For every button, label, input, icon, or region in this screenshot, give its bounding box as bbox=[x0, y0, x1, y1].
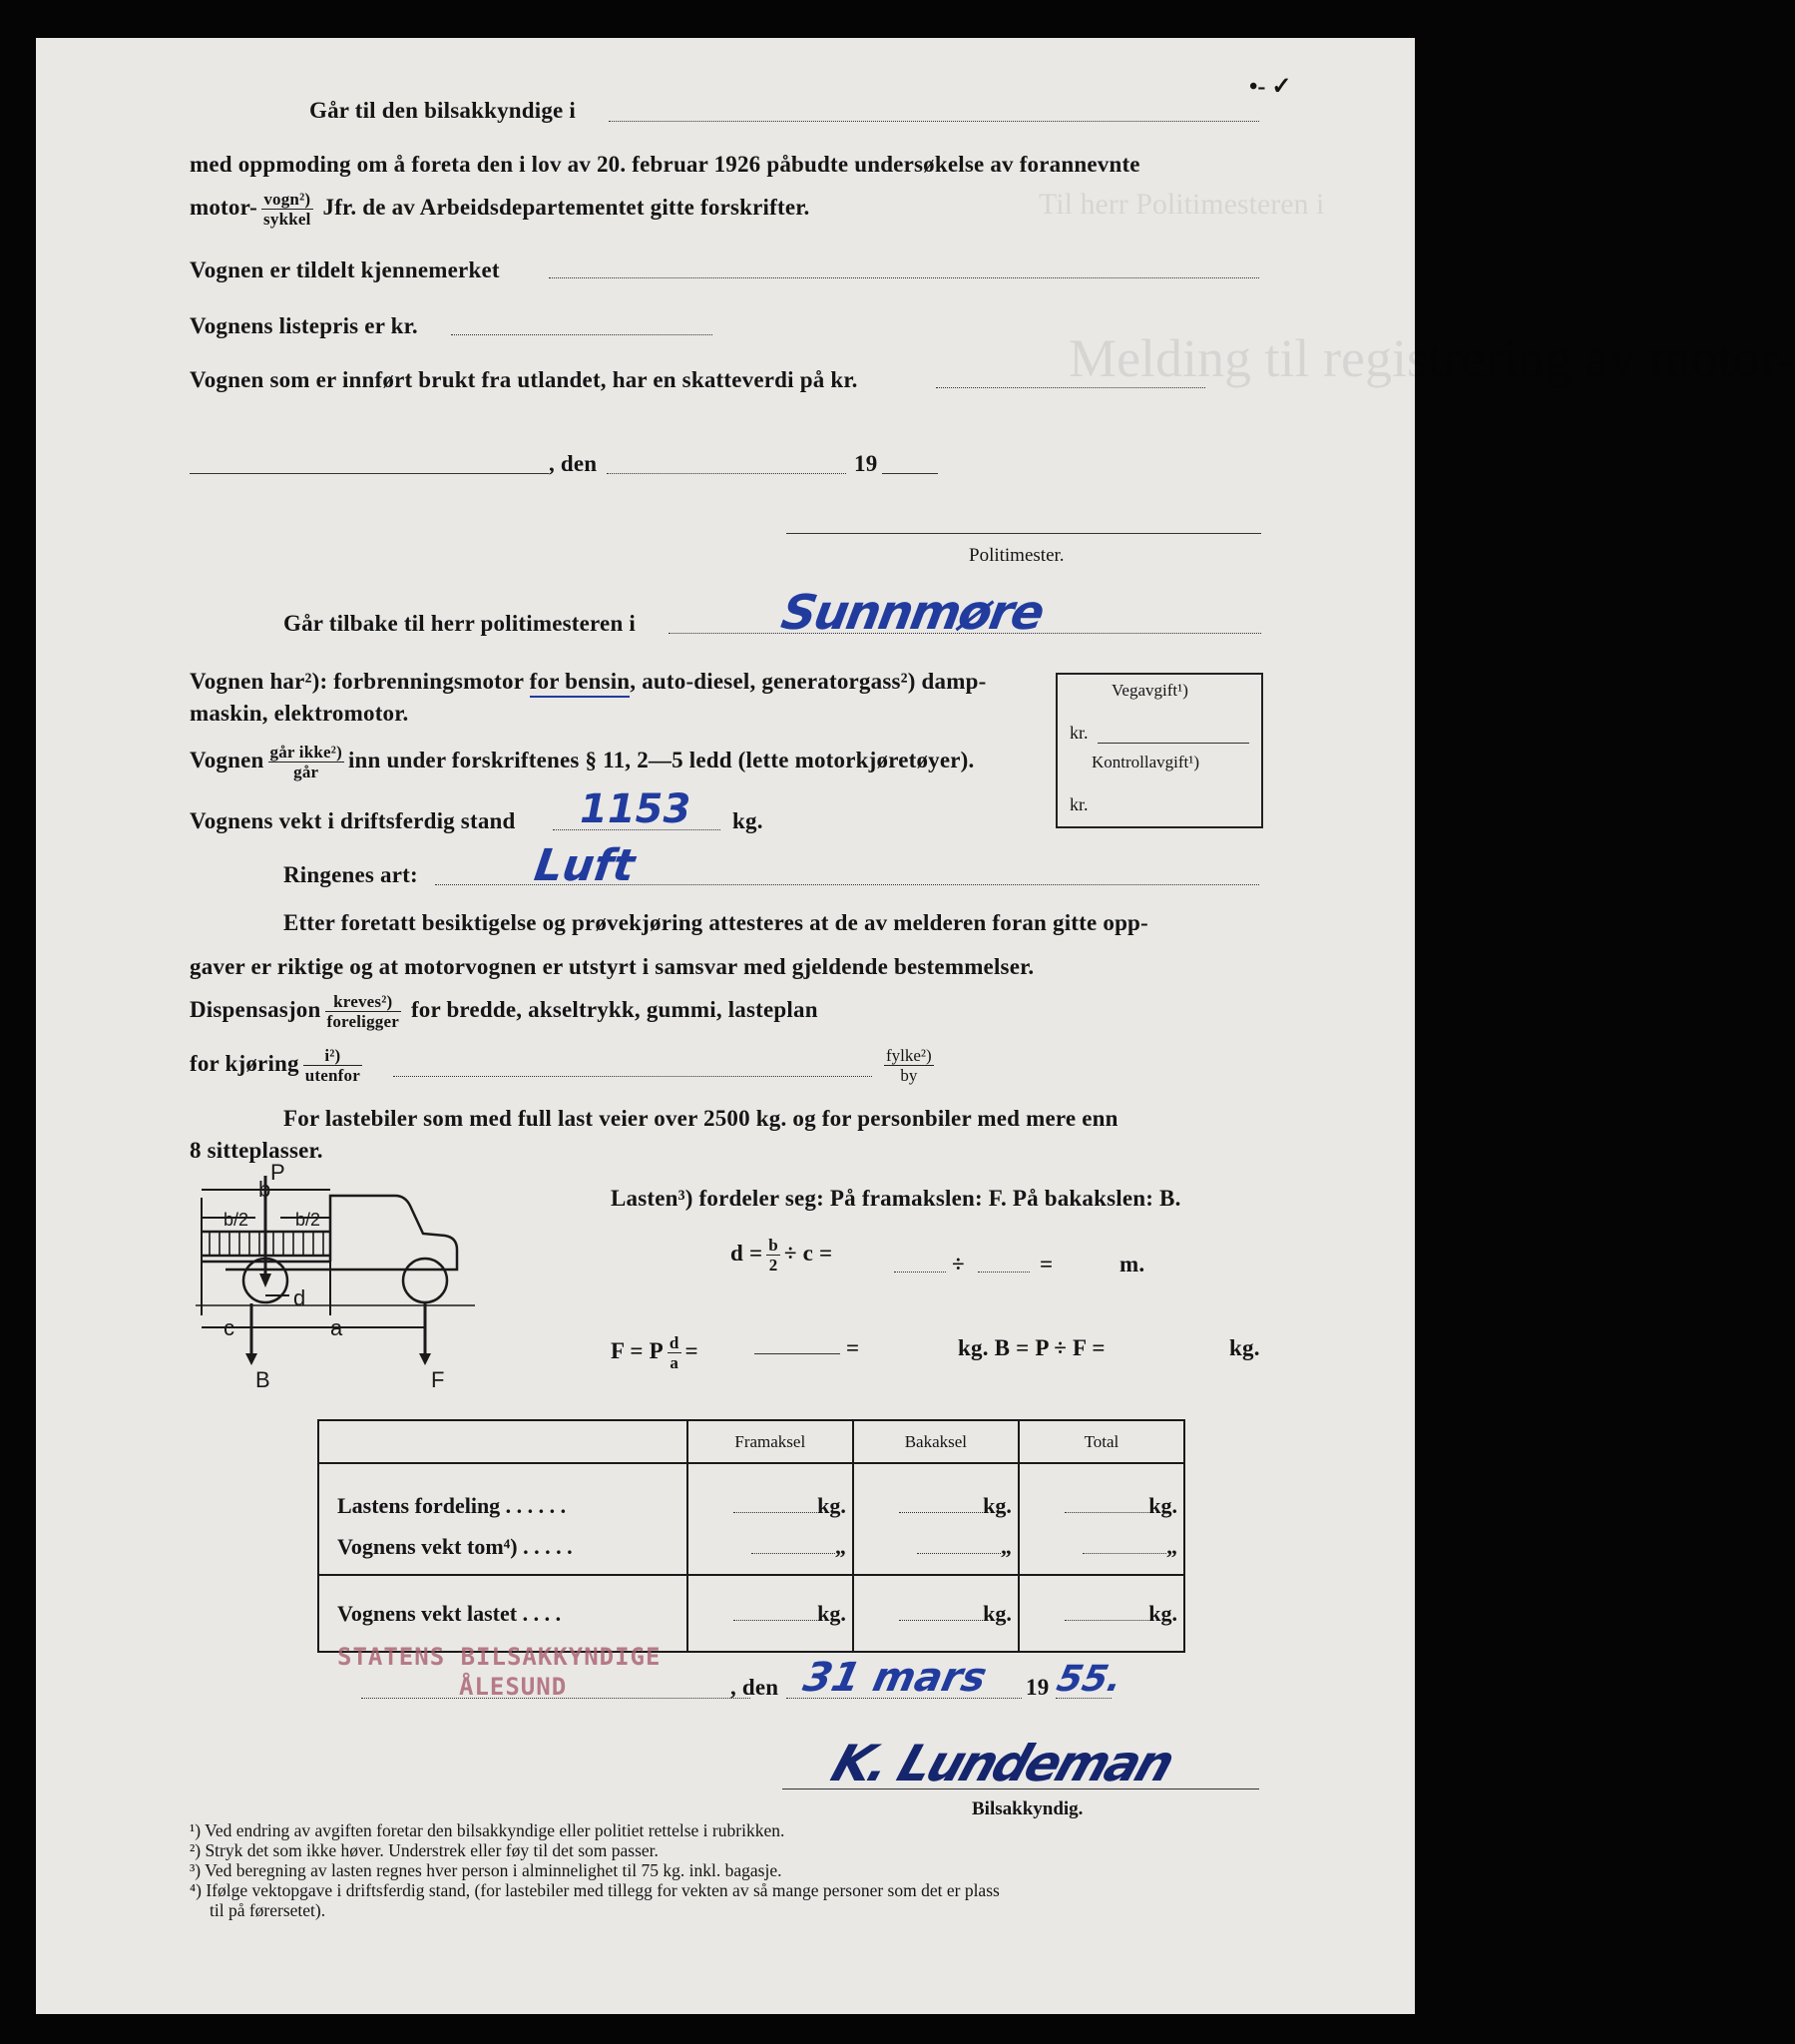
f-rest: = bbox=[684, 1337, 698, 1363]
year-label: 19 bbox=[854, 451, 878, 476]
f-eq: F = P bbox=[611, 1337, 664, 1363]
forskrift-line bbox=[190, 743, 974, 781]
forskrift-text: inn under forskriftenes § 11, 2—5 ledd (lette motorkjøretøyer). bbox=[347, 747, 975, 772]
row-label-lastens: Lastens fordeling . . . . . . bbox=[318, 1463, 687, 1519]
cell-framaksel-lastens[interactable] bbox=[687, 1463, 853, 1519]
diagram-label-b: b bbox=[258, 1177, 271, 1202]
request-text: med oppmoding om å foreta den i lov av 20. februar 1926 påbudte undersøkelse av forannevnte bbox=[190, 152, 1140, 177]
date-handwriting: 31 mars bbox=[799, 1655, 991, 1701]
kjennemerke-field[interactable] bbox=[549, 277, 1259, 278]
unit: kg. bbox=[983, 1493, 1012, 1519]
fylke-by bbox=[880, 1046, 938, 1085]
fylke-fraction bbox=[884, 1046, 934, 1085]
etter-line-1: Etter foretatt besiktigelse og prøvekjøring attesteres at de av melderen foran gitte opp- bbox=[283, 910, 1148, 935]
unit: kg. bbox=[1148, 1493, 1177, 1519]
row-label-tom: Vognens vekt tom⁴) . . . . . bbox=[318, 1519, 687, 1575]
den-label-bottom: , den bbox=[730, 1675, 779, 1700]
diagram-label-B: B bbox=[255, 1367, 270, 1392]
dispensasjon-text: Dispensasjon bbox=[190, 996, 321, 1022]
engine-line-1 bbox=[190, 669, 986, 695]
etter-line-2: gaver er riktige og at motorvognen er utstyrt i samsvar med gjeldende bestemmelser. bbox=[190, 954, 1035, 979]
d-field-2[interactable] bbox=[978, 1272, 1030, 1273]
year-handwriting: 55. bbox=[1053, 1659, 1126, 1700]
a-den: a bbox=[670, 1353, 679, 1372]
goes-to-field[interactable] bbox=[609, 121, 1259, 122]
b-formula: kg. B = P ÷ F = bbox=[958, 1335, 1106, 1360]
cell-framaksel-lastet[interactable] bbox=[687, 1575, 853, 1652]
two-den: 2 bbox=[768, 1256, 778, 1275]
table-row bbox=[318, 1463, 1184, 1519]
row-label-lastet: Vognens vekt lastet . . . . bbox=[318, 1575, 687, 1652]
cell-bakaksel-lastens[interactable] bbox=[853, 1463, 1019, 1519]
listepris-field[interactable] bbox=[451, 334, 712, 335]
den-label: , den bbox=[549, 451, 598, 476]
vegavgift-kr: kr. bbox=[1070, 723, 1089, 743]
b-over-2 bbox=[766, 1236, 780, 1275]
footnote-mark: ³) bbox=[190, 1860, 202, 1880]
dispensasjon-rest: for bredde, akseltrykk, gummi, lasteplan bbox=[410, 996, 818, 1022]
unit: „ bbox=[1166, 1533, 1177, 1559]
fylke-text: fylke²) bbox=[886, 1046, 932, 1065]
footnote-mark: ¹) bbox=[190, 1820, 202, 1840]
unit: kg. bbox=[817, 1493, 846, 1519]
back-to-label: Går tilbake til herr politimesteren i bbox=[283, 611, 636, 636]
footnote-mark: ²) bbox=[190, 1840, 202, 1860]
kreves-fraction bbox=[325, 992, 401, 1031]
d-num: d bbox=[669, 1333, 679, 1352]
dispensasjon-line bbox=[190, 992, 818, 1031]
footnote-text: Stryk det som ikke høver. Understrek eller føy til det som passer. bbox=[205, 1840, 659, 1860]
utland-field[interactable] bbox=[936, 387, 1205, 388]
d-equals: = bbox=[1040, 1252, 1054, 1277]
engine-text-c: , auto-diesel, generatorgass²) damp- bbox=[630, 669, 987, 694]
stamp-line-2: ÅLESUND bbox=[459, 1673, 568, 1701]
engine-text-underlined: for bensin bbox=[530, 669, 631, 698]
d-rest: ÷ c = bbox=[783, 1240, 833, 1266]
footnote-mark: ⁴) bbox=[190, 1880, 202, 1900]
b-arrow-head bbox=[245, 1353, 257, 1365]
lastebiler-line-1: For lastebiler som med full last veier over 2500 kg. og for personbiler med mere enn bbox=[283, 1106, 1119, 1131]
d-field-1[interactable] bbox=[894, 1272, 946, 1273]
i-text: i²) bbox=[303, 1046, 362, 1066]
footnote-2 bbox=[190, 1840, 659, 1860]
gar-text: går bbox=[293, 763, 319, 781]
diagram-label-p: P bbox=[270, 1160, 285, 1185]
diagram-label-F: F bbox=[431, 1367, 445, 1392]
jfr-text: Jfr. de av Arbeidsdepartementet gitte forskrifter. bbox=[322, 194, 810, 220]
vegavgift-field[interactable] bbox=[1098, 743, 1249, 744]
footnote-text: Ifølge vektopgave i driftsferdig stand, (for lastebiler med tillegg for vekten av så mange personer som det er plass bbox=[206, 1880, 1000, 1900]
unit: kg. bbox=[983, 1600, 1012, 1626]
signature-handwriting: K. Lundeman bbox=[824, 1735, 1179, 1792]
d-over-a bbox=[668, 1333, 681, 1372]
gar-fraction bbox=[268, 743, 344, 781]
place-field-bottom[interactable] bbox=[361, 1698, 750, 1699]
d-formula bbox=[730, 1236, 832, 1275]
show-through: Melding til registrering av motor- bbox=[1069, 328, 1795, 388]
front-wheel bbox=[403, 1259, 447, 1302]
f-equals: = bbox=[846, 1335, 860, 1360]
kontrollavgift-kr: kr. bbox=[1070, 794, 1089, 814]
diagram-label-b-half-1: b/2 bbox=[224, 1210, 249, 1230]
unit: kg. bbox=[817, 1600, 846, 1626]
gar-ikke-text: går ikke²) bbox=[269, 743, 342, 762]
goes-to-label: Går til den bilsakkyndige i bbox=[309, 98, 576, 123]
cell-total-lastens[interactable] bbox=[1019, 1463, 1184, 1519]
listepris-label: Vognens listepris er kr. bbox=[190, 313, 418, 338]
vekt-unit: kg. bbox=[732, 808, 763, 833]
vekt-handwriting: 1153 bbox=[580, 786, 691, 832]
b-num: b bbox=[768, 1236, 778, 1255]
signature-line[interactable] bbox=[782, 1788, 1259, 1789]
unit: „ bbox=[1000, 1533, 1012, 1559]
vekt-label: Vognens vekt i driftsferdig stand bbox=[190, 808, 516, 833]
vogn-sykkel-fraction bbox=[261, 190, 313, 229]
kjoring-field[interactable] bbox=[393, 1076, 872, 1077]
footnote-3 bbox=[190, 1860, 781, 1880]
cell-total-tom[interactable] bbox=[1019, 1519, 1184, 1575]
year-label-bottom: 19 bbox=[1026, 1675, 1050, 1700]
b-unit: kg. bbox=[1229, 1335, 1260, 1360]
p-arrow-head bbox=[259, 1274, 271, 1287]
engine-line-2: maskin, elektromotor. bbox=[190, 701, 409, 726]
kontrollavgift-label: Kontrollavgift¹) bbox=[1092, 753, 1200, 771]
kjoring-line bbox=[190, 1046, 366, 1085]
table-row bbox=[318, 1519, 1184, 1575]
footnote-4-cont: til på førersetet). bbox=[210, 1900, 326, 1920]
bilsakkyndig-label: Bilsakkyndig. bbox=[972, 1798, 1084, 1819]
cell-framaksel-tom[interactable] bbox=[687, 1519, 853, 1575]
year-field[interactable] bbox=[882, 473, 938, 474]
cell-bakaksel-lastet[interactable] bbox=[853, 1575, 1019, 1652]
foreligger-text: foreligger bbox=[326, 1012, 399, 1031]
table-corner bbox=[318, 1420, 687, 1463]
footnote-4 bbox=[190, 1880, 1000, 1900]
d-eq: d = bbox=[730, 1240, 763, 1266]
ringenes-handwriting: Luft bbox=[531, 840, 639, 891]
date-field[interactable] bbox=[607, 473, 846, 474]
footnote-text: Ved beregning av lasten regnes hver person i alminnelighet til 75 kg. inkl. bagasje. bbox=[205, 1860, 782, 1880]
footnote-text: Ved endring av avgiften foretar den bilsakkyndige eller politiet rettelse i rubrikken. bbox=[205, 1820, 785, 1840]
show-through: Til herr Politimesteren i bbox=[1039, 188, 1325, 221]
vognen-text: Vognen bbox=[190, 747, 264, 772]
lastebiler-line-2: 8 sitteplasser. bbox=[190, 1138, 323, 1163]
motor-prefix: motor- bbox=[190, 194, 258, 220]
d-div: ÷ bbox=[952, 1252, 965, 1277]
load-table bbox=[317, 1419, 1185, 1653]
kjennemerke-label: Vognen er tildelt kjennemerket bbox=[190, 257, 500, 282]
engine-text-a: Vognen har²): forbrenningsmotor bbox=[190, 669, 524, 694]
utenfor-text: utenfor bbox=[304, 1066, 360, 1085]
table-header-framaksel: Framaksel bbox=[687, 1420, 853, 1463]
f-field-1[interactable] bbox=[754, 1353, 840, 1354]
ringenes-label: Ringenes art: bbox=[283, 862, 418, 887]
vogn-text: vogn²) bbox=[261, 190, 313, 210]
back-to-handwriting: Sunnmøre bbox=[777, 585, 1048, 641]
unit: „ bbox=[834, 1533, 846, 1559]
utland-label: Vognen som er innført brukt fra utlandet, har en skatteverdi på kr. bbox=[190, 367, 858, 392]
lasten-text: Lasten³) fordeler seg: På framakslen: F. På bakakslen: B. bbox=[611, 1186, 1181, 1211]
diagram-label-d: d bbox=[293, 1285, 306, 1310]
diagram-label-b-half-2: b/2 bbox=[295, 1210, 321, 1230]
place-field[interactable] bbox=[190, 473, 549, 474]
unit: kg. bbox=[1148, 1600, 1177, 1626]
diagram-label-c: c bbox=[224, 1315, 234, 1340]
f-formula bbox=[611, 1333, 698, 1372]
politimester-label: Politimester. bbox=[969, 545, 1065, 566]
sykkel-text: sykkel bbox=[263, 210, 311, 229]
corner-mark: •- ✓ bbox=[1249, 74, 1292, 100]
vegavgift-label: Vegavgift¹) bbox=[1112, 681, 1188, 700]
stamp-line-1: STATENS BILSAKKYNDIGE bbox=[337, 1643, 662, 1671]
kjoring-text: for kjøring bbox=[190, 1050, 299, 1076]
cell-bakaksel-tom[interactable] bbox=[853, 1519, 1019, 1575]
table-row bbox=[318, 1575, 1184, 1652]
table-header-bakaksel: Bakaksel bbox=[853, 1420, 1019, 1463]
footnote-1 bbox=[190, 1820, 784, 1840]
document-page bbox=[36, 38, 1795, 2014]
by-text: by bbox=[900, 1066, 918, 1085]
motor-line bbox=[190, 190, 810, 229]
i-utenfor-fraction bbox=[303, 1046, 362, 1085]
kreves-text: kreves²) bbox=[325, 992, 401, 1012]
d-unit: m. bbox=[1120, 1252, 1145, 1277]
politimester-signature-line[interactable] bbox=[786, 533, 1261, 534]
cell-total-lastet[interactable] bbox=[1019, 1575, 1184, 1652]
diagram-label-a: a bbox=[330, 1315, 343, 1340]
fee-box bbox=[1056, 673, 1263, 828]
table-header-total: Total bbox=[1019, 1420, 1184, 1463]
f-arrow-head bbox=[419, 1353, 431, 1365]
truck-load-diagram bbox=[196, 1160, 615, 1395]
